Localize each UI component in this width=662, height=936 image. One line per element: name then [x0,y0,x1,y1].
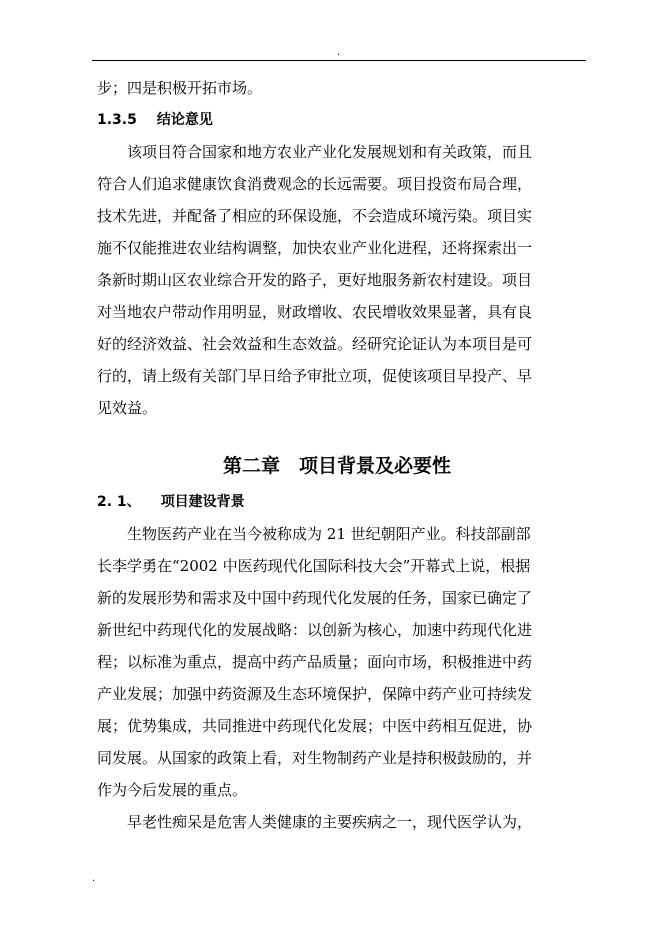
paragraph-line: 技术先进，并配备了相应的环保设施，不会造成环境污染。项目实 [97,207,533,225]
paragraph-line: 对当地农户带动作用明显，财政增收、农民增收效果显著，具有良 [97,303,533,321]
header-dot: . [337,47,341,58]
background-paragraph-2 [97,806,577,838]
section-heading-2-1 [97,486,577,518]
footer-dot: . [92,873,96,884]
paragraph-line: 同发展。从国家的政策上看，对生物制药产业是持积极鼓励的，并 [97,749,533,767]
paragraph-line: 长李学勇在“2002 中医药现代化国际科技大会”开幕式上说，根据 [97,557,531,575]
header-rule [92,60,586,61]
paragraph-line: 新的发展形势和需求及中国中药现代化发展的任务，国家已确定了 [97,589,533,607]
section-number: 2. 1、 [97,494,141,510]
paragraph-line: 作为今后发展的重点。 [97,781,248,799]
paragraph-line: 早老性痴呆是危害人类健康的主要疾病之一，现代医学认为， [127,813,533,831]
paragraph-line: 产业发展；加强中药资源及生态环境保护，保障中药产业可持续发 [97,685,533,703]
chapter-title: 第二章 项目背景及必要性 [222,455,451,477]
conclusion-paragraph [97,136,577,424]
spacer [97,424,577,446]
paragraph-line: 符合人们追求健康饮食消费观念的长远需要。项目投资布局合理， [97,175,533,193]
section-number: 1.3.5 [97,112,137,128]
background-paragraph-1 [97,518,577,806]
paragraph-line: 程；以标准为重点，提高中药产品质量；面向市场，积极推进中药 [97,653,533,671]
paragraph-line: 新世纪中药现代化的发展战略：以创新为核心，加速中药现代化进 [97,621,533,639]
paragraph-line: 见效益。 [97,399,158,417]
paragraph-line: 好的经济效益、社会效益和生态效益。经研究论证认为本项目是可 [97,335,533,353]
paragraph-line: 展；优势集成，共同推进中药现代化发展；中医中药相互促进，协 [97,717,533,735]
paragraph-line: 生物医药产业在当今被称成为 21 世纪朝阳产业。科技部副部 [127,525,531,543]
paragraph-line: 施不仅能推进农业结构调整，加快农业产业化进程，还将探索出一 [97,239,533,257]
section-1-top-line: 步；四是积极开拓市场。 [97,79,263,97]
section-heading-1-3-5 [97,104,577,136]
section-title: 项目建设背景 [160,494,245,510]
paragraph-line: 条新时期山区农业综合开发的路子，更好地服务新农村建设。项目 [97,271,533,289]
paragraph-line: 行的，请上级有关部门早日给予审批立项，促使该项目早投产、早 [97,367,533,385]
section-title: 结论意见 [156,112,213,128]
document-body [97,72,577,838]
paragraph-line: 该项目符合国家和地方农业产业化发展规划和有关政策，而且 [127,143,533,161]
